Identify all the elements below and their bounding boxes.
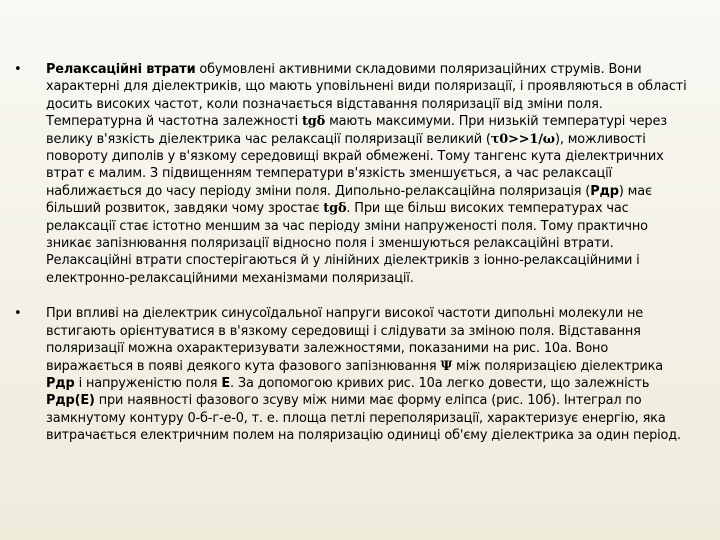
formula-tg-delta: tgδ	[323, 201, 347, 217]
bullet-list	[14, 61, 694, 445]
text-segment: між поляризацією діелектрика	[452, 358, 663, 374]
bullet-icon: •	[14, 306, 22, 322]
paragraph-relaxation-losses	[14, 61, 694, 287]
formula-p-dr: Рдр	[46, 375, 75, 391]
text-segment: ), можливості повороту диполів у в'язкому середовищі вкрай обмежені. Тому тангенс кута діелектричних втрат є малим. З підвищенням температури в'язкість зменшується, а час релаксації наближається до часу періоду зміни поля. Дипольно-релаксаційна поляризація (	[46, 131, 664, 199]
term-relaxation-losses: Релаксаційні втрати	[46, 62, 196, 77]
formula-tau-omega: τ0>>1/ω	[490, 131, 555, 147]
text-segment: при наявності фазового зсуву між ними має форму еліпса (рис. 10б). Інтеграл по замкнутому контуру 0-б-г-е-0, т. е. площа петлі переполяризації, характеризує енергію, яка витрачається електричним полем на поляризацію одиниці об'єму діелектрика за один період.	[46, 393, 682, 444]
formula-p-dr-e: Рдр(Е)	[46, 393, 95, 409]
bullet-icon: •	[14, 62, 22, 77]
text-segment: і напруженістю поля	[74, 375, 222, 391]
paragraph-sinusoidal-voltage	[14, 305, 694, 444]
text-segment: При впливі на діелектрик синусоїдальної напруги високої частоти дипольні молекули не встигають орієнтуватися в в'язкому середовищі і слідувати за зміною поля. Відставання поляризації можна охарактеризувати залежностями, показаними на рис. 10а. Воно виражається в появі деякого кута фазового запізнювання	[46, 306, 644, 374]
text-segment: . За допомогою кривих рис. 10а легко довести, що залежність	[230, 375, 650, 391]
text-segment: ) має більший розвиток, завдяки чому зростає	[46, 183, 652, 217]
formula-tg-delta: tgδ	[302, 114, 326, 130]
formula-p-dr: Рдр	[590, 183, 619, 199]
text-segment: обумовлені активними складовими поляризаційних струмів. Вони характерні для діелектриків, що мають уповільнені види поляризації, і проявляються в області досить високих частот, коли позначається відставання поляризації від зміни поля. Температурна й частотна залежності	[46, 62, 687, 130]
text-segment: мають максимуми. При низькій температурі через велику в'язкість діелектрика час релаксації поляризації великий (	[46, 114, 667, 147]
formula-e: Е	[221, 375, 230, 391]
formula-psi: Ψ	[440, 358, 453, 374]
text-segment: . При ще більш високих температурах час релаксації стає істотно меншим за час періоду зміни напруженості поля. Тому практично зникає запізнювання поляризації відносно поля і зменшуються релаксаційні втрати. Релаксаційні втрати спостерігаються й у лінійних діелектриків з іонно-релаксаційними і електронно-релаксаційними механізмами поляризації.	[46, 201, 648, 286]
